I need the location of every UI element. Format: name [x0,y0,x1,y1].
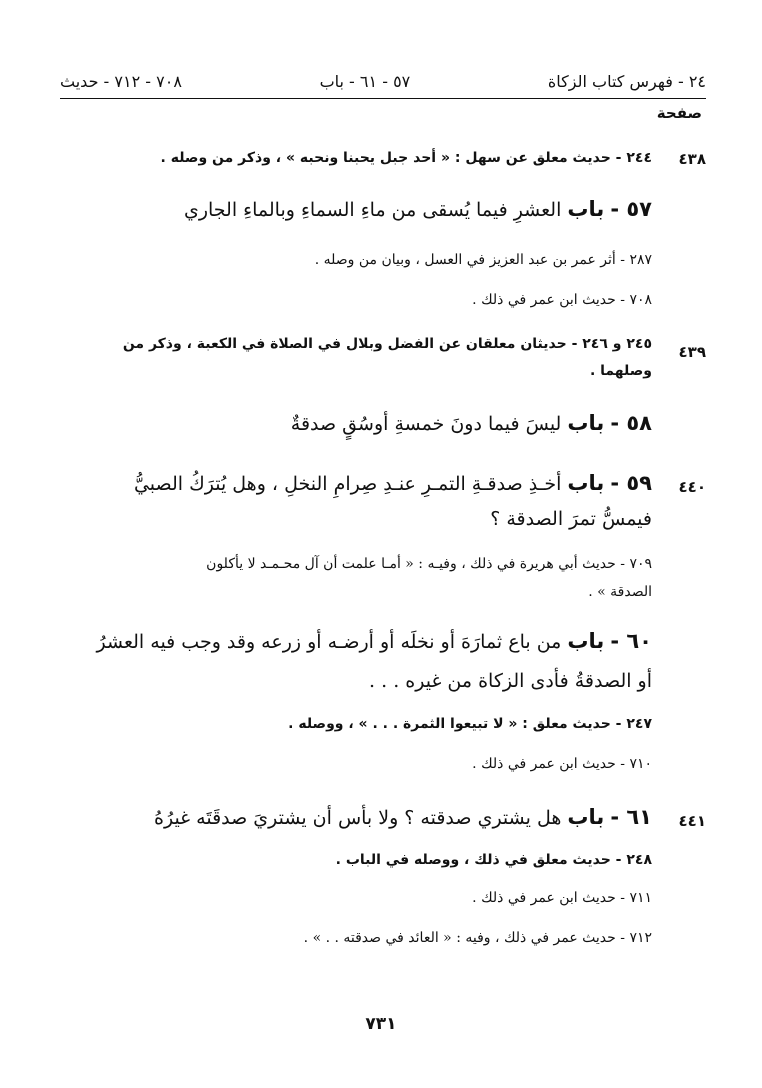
chapter-title: من باع ثمارَهَ أو نخلَه أو أرضـه أو زرعه وقد وجب فيه العشرُ [96,631,562,653]
chapter-number: ٦٠ - [610,629,652,653]
chapter-heading-60 [60,628,652,655]
page-number-440: ٤٤٠ [678,478,706,496]
chapter-number: ٥٩ - [610,471,652,495]
index-entry: ٧١٢ - حديث عمر في ذلك ، وفيه : « العائد في صدقته . . » . [303,930,652,946]
header-hadith-range: ٧٠٨ - ٧١٢ - حديث [60,71,182,91]
chapter-title: أخـذِ صدقـةِ التمـرِ عنـدِ صِرامِ النخلِ ، وهل يُترَكُ الصبيُّ [133,473,562,495]
chapter-heading-59 [60,470,652,497]
header-divider [60,98,706,99]
page-number-439: ٤٣٩ [678,343,706,361]
chapter-bab-label: باب [567,197,605,221]
page-number-438: ٤٣٨ [678,150,706,168]
chapter-number: ٦١ - [610,805,652,829]
chapter-title: هل يشتري صدقته ؟ ولا بأس أن يشتريَ صدقَتَه غيرُهُ [154,807,562,829]
index-entry: ٧٠٩ - حديث أبي هريرة في ذلك ، وفيـه : « أمـا علمت أن آل محـمـد لا يأكلون [206,556,652,572]
page-number-footer: ٧٣١ [365,1014,397,1034]
index-entry: ٢٨٧ - أثر عمر بن عبد العزيز في العسل ، وبيان من وصله . [314,252,652,268]
index-entry: ٢٤٨ - حديث معلق في ذلك ، ووصله في الباب . [335,852,652,868]
chapter-title: العشرِ فيما يُسقى من ماءِ السماءِ وبالماءِ الجاري [183,199,562,221]
page-number-441: ٤٤١ [678,812,706,830]
index-entry: ٢٤٧ - حديث معلق : « لا تبيعوا الثمرة . . . » ، ووصله . [288,716,652,732]
chapter-heading-57 [60,196,652,223]
chapter-number: ٥٧ - [610,197,652,221]
running-header [60,66,706,96]
chapter-title: ليسَ فيما دونَ خمسةِ أوسُقٍ صدقةٌ [290,413,562,435]
chapter-bab-label: باب [567,471,605,495]
page-column-label: صفحة [656,104,702,122]
header-bab-range: ٥٧ - ٦١ - باب [319,71,411,91]
chapter-heading-continued: أو الصدقةُ فأدى الزكاة من غيره . . . [369,670,652,692]
chapter-number: ٥٨ - [610,411,652,435]
chapter-bab-label: باب [567,411,605,435]
index-entry: ٧٠٨ - حديث ابن عمر في ذلك . [472,292,652,308]
index-entry-continued: وصلهما . [589,363,652,379]
index-entry-continued: الصدقة » . [588,584,652,600]
chapter-bab-label: باب [567,629,605,653]
index-entry: ٢٤٥ و ٢٤٦ - حديثان معلقان عن الفضل وبلال في الصلاة في الكعبة ، وذكر من [122,336,652,352]
chapter-heading-continued: فيمسُّ تمرَ الصدقة ؟ [490,508,652,530]
index-entry: ٢٤٤ - حديث معلق عن سهل : « أحد جبل يحبنا ونحبه » ، وذكر من وصله . [160,150,652,166]
index-entry: ٧١٠ - حديث ابن عمر في ذلك . [472,756,652,772]
chapter-bab-label: باب [567,805,605,829]
index-entry: ٧١١ - حديث ابن عمر في ذلك . [472,890,652,906]
header-chapter-title: ٢٤ - فهرس كتاب الزكاة [547,71,706,91]
chapter-heading-58 [60,410,652,437]
chapter-heading-61 [60,804,652,831]
